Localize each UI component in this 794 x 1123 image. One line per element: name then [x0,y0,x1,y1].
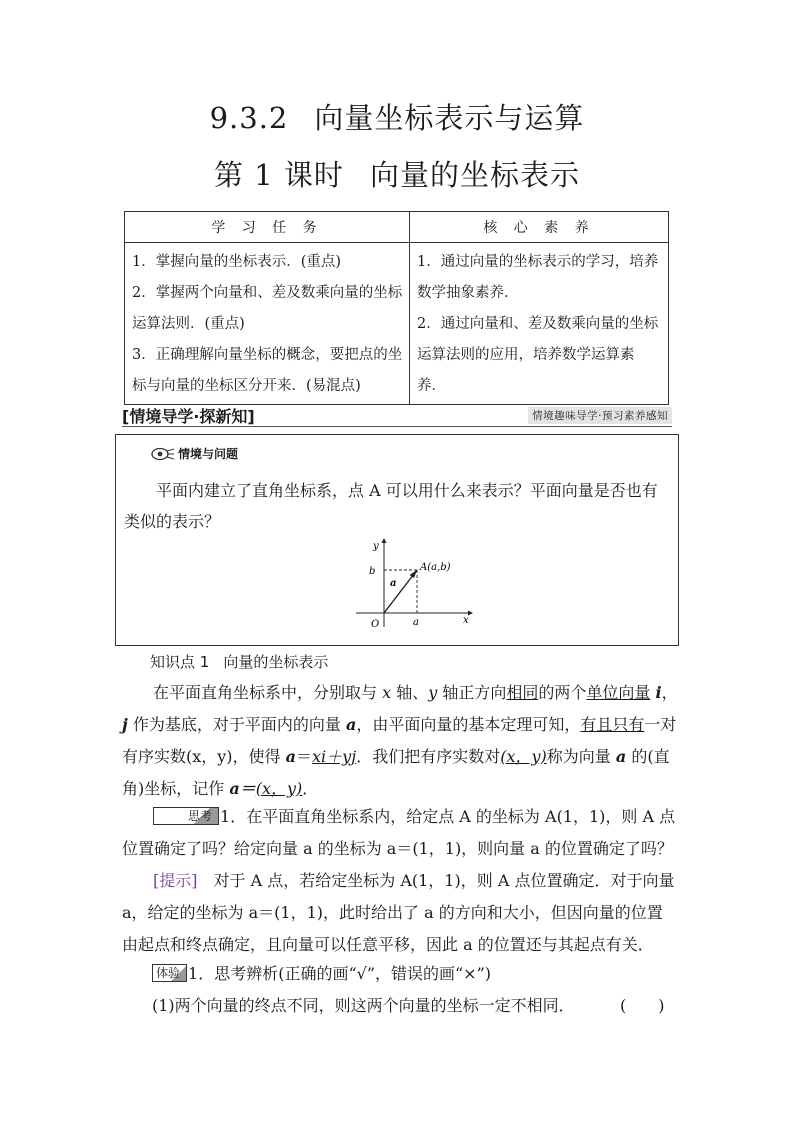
knowledge-heading [150,651,328,672]
think-question [122,801,678,865]
blank-answer: 单位向量 [586,683,651,702]
text-span: 在平面直角坐标系中，分别取与 [153,683,383,702]
objectives-body-row [125,243,669,405]
text-span: ．我们把有序实数对 [356,747,501,766]
hint-text: 对于 A 点，若给定坐标为 A(1，1)，则 A 点位置确定．对于向量 a，给定的坐标为 a＝(1，1)，此时给出了 a 的方向和大小，但因向量的位置由起点和终点确定，且向量可以任意平移，因此 a 的位置还与其起点有关． [122,871,675,954]
situation-box [115,434,679,646]
blank-answer: 相同 [506,683,539,702]
figure-x-label: x [463,615,469,626]
knowledge-heading-text: 向量的坐标表示 [223,653,329,671]
section-title [0,96,794,137]
section-header-title: [情境导学·探新知] [122,407,255,426]
objectives-header-row [125,212,669,243]
hint-paragraph [122,865,678,961]
text-span: 轴、 [391,683,429,702]
tasks-cell [125,243,410,405]
math-y: y [428,683,438,702]
situation-label [151,445,238,462]
literacy-cell [410,243,669,405]
figure-point-label: A(a,b) [420,562,451,573]
blank-answer: (x，y) [255,779,303,798]
practice-item-text: (1)两个向量的终点不同，则这两个向量的坐标一定不相同． [152,996,575,1015]
think-text: 1．在平面直角坐标系内，给定点 A 的坐标为 A(1，1)，则 A 点位置确定了吗？给定向量 a 的坐标为 a＝(1，1)，则向量 a 的位置确定了吗？ [122,807,676,858]
objectives-header-literacy: 核 心 素 养 [410,212,669,243]
practice-item [152,990,672,1022]
figure-origin-label: O [371,619,380,630]
section-header [122,404,672,427]
lesson-title-text: 向量的坐标表示 [369,158,580,192]
text-span: ，由平面向量的基本定理可知， [356,715,581,734]
task-item: 1．掌握向量的坐标表示．(重点) [132,254,342,270]
practice-heading [152,958,672,990]
knowledge-heading-num: 知识点 1 [150,653,210,671]
situation-text: 平面内建立了直角坐标系，点 A 可以用什么来表示？平面向量是否也有类似的表示？ [124,481,658,531]
vector-i: i [655,683,662,702]
eye-icon [151,447,175,461]
vector-j: j [122,715,128,734]
practice-text: 1．思考辨析(正确的画“√”，错误的画“×”) [188,964,492,983]
objectives-table [124,211,669,405]
task-item: 2．掌握两个向量和、差及数乘向量的坐标运算法则．(重点) [132,285,403,332]
text-span: 一对有序实数(x，y)，使得 [122,715,677,766]
text-span: 作为基底，对于平面内的向量 [127,715,346,734]
literacy-item: 1．通过向量的坐标表示的学习，培养数学抽象素养． [417,254,659,301]
situation-label-text: 情境与问题 [178,447,239,461]
vector-a: a [345,715,357,734]
task-item: 3．正确理解向量坐标的概念，要把点的坐标与向量的坐标区分开来．(易混点) [132,347,403,394]
section-title-text: 向量坐标表示与运算 [314,101,585,135]
text-span: 轴正方向 [437,683,507,702]
text-span: 的(直角)坐标，记作 [122,747,670,798]
knowledge-paragraph [122,677,678,805]
figure-tick-a: a [413,617,419,628]
think-badge: 思考 [153,807,219,825]
blank-answer: (x，y) [500,747,547,766]
section-header-tag: 情境趣味导学·预习素养感知 [528,407,672,424]
text-span: ＝ [296,747,313,766]
practice-badge: 体验 [152,964,187,982]
figure-y-label: y [373,541,379,552]
blank-answer: 有且只有 [580,715,645,734]
literacy-item: 2．通过向量和、差及数乘向量的坐标运算法则的应用，培养数学运算素养． [417,316,659,394]
objectives-header-tasks: 学 习 任 务 [125,212,410,243]
text-span: ， [661,683,678,702]
lesson-title [0,153,794,194]
section-number: 9.3.2 [209,101,289,135]
blank-answer: xi＋yj [312,747,357,766]
figure-vector-label: a [390,578,397,589]
text-span: 称为向量 [546,747,616,766]
text-span: ． [302,779,319,798]
vector-a: a [285,747,297,766]
lesson-number: 第 1 课时 [214,158,344,192]
vector-a: a＝ [229,779,256,798]
coordinate-figure [350,535,475,631]
math-x: x [382,683,392,702]
text-span: 的两个 [538,683,587,702]
figure-tick-b: b [369,566,376,577]
answer-blank[interactable]: ( ) [620,996,665,1015]
vector-a: a [615,747,627,766]
hint-label: [提示] [153,871,198,890]
